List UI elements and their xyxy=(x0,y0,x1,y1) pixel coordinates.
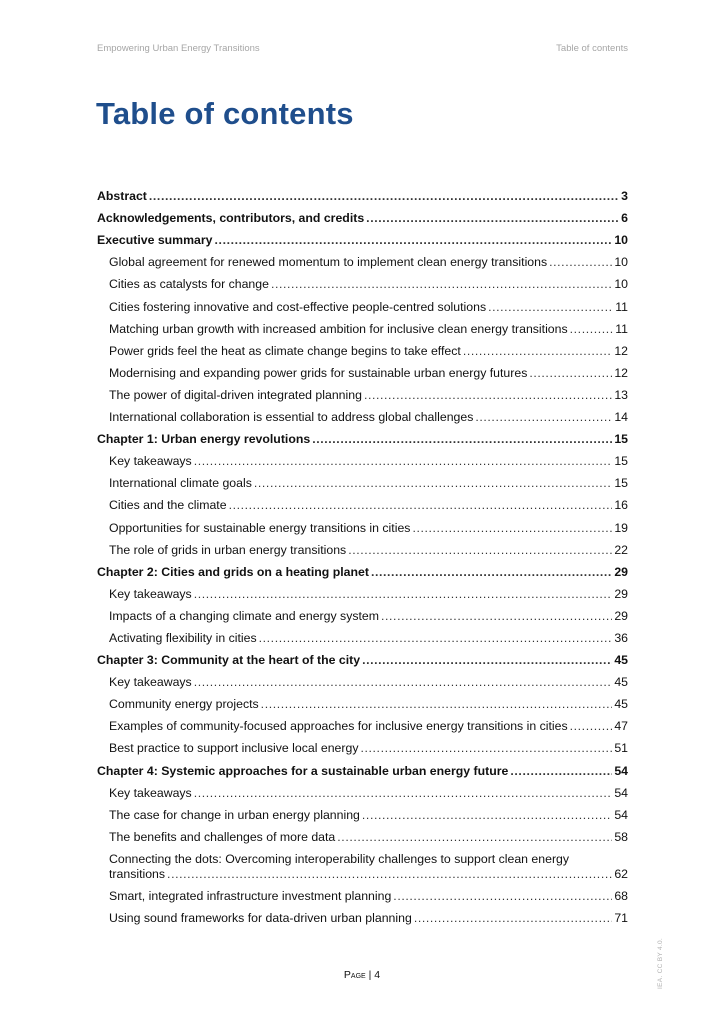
toc-dot-leader xyxy=(229,498,613,513)
toc-entry-label: Opportunities for sustainable energy transitions in cities xyxy=(109,520,411,535)
toc-dot-leader xyxy=(259,631,613,646)
toc-dot-leader xyxy=(348,543,612,558)
toc-dot-leader xyxy=(412,521,612,536)
toc-section-entry[interactable] xyxy=(97,315,628,337)
toc-section-entry[interactable] xyxy=(97,602,628,624)
toc-entry-label: Executive summary xyxy=(97,233,213,248)
toc-entry-label: Chapter 1: Urban energy revolutions xyxy=(97,432,311,447)
toc-section-entry[interactable] xyxy=(97,690,628,712)
toc-entry-page: 10 xyxy=(614,233,628,248)
toc-entry-page: 12 xyxy=(614,365,628,380)
toc-dot-leader xyxy=(194,454,613,469)
toc-entry-label: Examples of community-focused approaches for inclusive energy transitions in cities xyxy=(109,719,568,734)
toc-section-entry[interactable] xyxy=(97,359,628,381)
toc-dot-leader xyxy=(254,476,612,491)
toc-dot-leader xyxy=(570,719,613,734)
header-document-title: Empowering Urban Energy Transitions xyxy=(97,43,260,54)
toc-section-entry[interactable] xyxy=(97,270,628,292)
toc-dot-leader xyxy=(529,366,612,381)
toc-dot-leader xyxy=(261,697,613,712)
toc-chapter-entry[interactable] xyxy=(97,226,628,248)
toc-dot-leader xyxy=(393,889,612,904)
toc-dot-leader xyxy=(215,233,613,248)
toc-section-entry[interactable] xyxy=(97,882,628,904)
toc-chapter-entry[interactable] xyxy=(97,646,628,668)
toc-entry-page: 54 xyxy=(614,785,628,800)
toc-section-entry[interactable] xyxy=(97,801,628,823)
toc-dot-leader xyxy=(364,388,612,403)
license-note: IEA. CC BY 4.0. xyxy=(657,938,664,989)
toc-entry-label: Impacts of a changing climate and energy system xyxy=(109,608,379,623)
table-of-contents xyxy=(97,182,628,926)
toc-dot-leader xyxy=(463,344,613,359)
toc-dot-leader xyxy=(414,911,613,926)
toc-entry-page: 10 xyxy=(614,277,628,292)
toc-entry-label: Community energy projects xyxy=(109,697,259,712)
header-section-title: Table of contents xyxy=(556,43,628,54)
toc-entry-page: 11 xyxy=(615,321,628,336)
toc-entry-label: Key takeaways xyxy=(109,675,192,690)
toc-entry-label: International climate goals xyxy=(109,476,252,491)
toc-entry-label: Cities as catalysts for change xyxy=(109,277,269,292)
toc-entry-page: 54 xyxy=(614,807,628,822)
toc-dot-leader xyxy=(337,830,612,845)
toc-entry-label: Abstract xyxy=(97,189,147,204)
toc-entry-label: Acknowledgements, contributors, and credits xyxy=(97,211,365,226)
footer-page-number: 4 xyxy=(374,969,381,981)
toc-dot-leader xyxy=(362,653,612,668)
toc-section-entry[interactable] xyxy=(97,823,628,845)
toc-dot-leader xyxy=(194,587,613,602)
toc-entry-label: Best practice to support inclusive local energy xyxy=(109,741,359,756)
toc-entry-label: The benefits and challenges of more data xyxy=(109,829,336,844)
toc-entry-label: Matching urban growth with increased ambition for inclusive clean energy transitions xyxy=(109,321,568,336)
toc-entry-label: International collaboration is essential to address global challenges xyxy=(109,410,474,425)
toc-entry-page: 19 xyxy=(614,520,628,535)
toc-dot-leader xyxy=(570,322,614,337)
toc-entry-page: 15 xyxy=(614,476,628,491)
toc-entry-label: The power of digital-driven integrated planning xyxy=(109,387,362,402)
toc-entry-page: 45 xyxy=(614,697,628,712)
toc-section-entry[interactable] xyxy=(97,536,628,558)
toc-entry-page: 14 xyxy=(614,410,628,425)
toc-entry-page: 29 xyxy=(614,586,628,601)
toc-entry-page: 62 xyxy=(614,866,628,881)
toc-dot-leader xyxy=(194,675,613,690)
toc-section-entry[interactable] xyxy=(97,248,628,270)
toc-section-entry[interactable] xyxy=(97,668,628,690)
toc-entry-label: Key takeaways xyxy=(109,586,192,601)
toc-entry-page: 6 xyxy=(621,211,628,226)
toc-entry-page: 22 xyxy=(614,542,628,557)
toc-dot-leader xyxy=(362,808,612,823)
toc-entry-label-continued: transitions xyxy=(109,866,166,881)
toc-entry-page: 45 xyxy=(614,653,628,668)
toc-entry-page: 29 xyxy=(614,564,628,579)
toc-dot-leader xyxy=(271,277,612,292)
toc-entry-page: 54 xyxy=(614,763,628,778)
toc-entry-page: 36 xyxy=(614,630,628,645)
toc-entry-label: Power grids feel the heat as climate change begins to take effect xyxy=(109,343,461,358)
toc-section-entry[interactable] xyxy=(97,491,628,513)
footer-page-word: Page xyxy=(343,969,366,981)
toc-section-entry[interactable] xyxy=(97,469,628,491)
toc-entry-page: 3 xyxy=(621,189,628,204)
toc-chapter-entry[interactable] xyxy=(97,204,628,226)
toc-dot-leader xyxy=(475,410,612,425)
toc-entry-label: Chapter 4: Systemic approaches for a sustainable urban energy future xyxy=(97,763,509,778)
toc-entry-label: Chapter 2: Cities and grids on a heating planet xyxy=(97,564,369,579)
toc-entry-label: The case for change in urban energy planning xyxy=(109,807,360,822)
toc-entry-label: Cities and the climate xyxy=(109,498,227,513)
toc-dot-leader xyxy=(149,189,619,204)
toc-entry-page: 11 xyxy=(615,299,628,314)
toc-entry-label: Using sound frameworks for data-driven urban planning xyxy=(109,911,412,925)
toc-dot-leader xyxy=(381,609,612,624)
toc-entry-label: The role of grids in urban energy transitions xyxy=(109,542,347,557)
toc-section-entry[interactable] xyxy=(97,712,628,734)
toc-entry-page: 16 xyxy=(614,498,628,513)
toc-entry-page: 29 xyxy=(614,608,628,623)
toc-dot-leader xyxy=(371,565,612,580)
toc-dot-leader xyxy=(312,432,612,447)
toc-entry-label: Connecting the dots: Overcoming interoperability challenges to support clean energy xyxy=(109,851,570,866)
toc-dot-leader xyxy=(488,300,613,315)
toc-section-entry[interactable] xyxy=(97,734,628,756)
toc-entry-label: Global agreement for renewed momentum to implement clean energy transitions xyxy=(109,255,548,270)
toc-chapter-entry[interactable] xyxy=(97,182,628,204)
toc-entry-page: 12 xyxy=(614,343,628,358)
toc-dot-leader xyxy=(167,867,612,882)
toc-section-entry[interactable] xyxy=(97,337,628,359)
toc-dot-leader xyxy=(194,786,613,801)
toc-entry-page: 45 xyxy=(614,675,628,690)
toc-chapter-entry[interactable] xyxy=(97,558,628,580)
toc-dot-leader xyxy=(366,211,619,226)
toc-entry-label: Cities fostering innovative and cost-effective people-centred solutions xyxy=(109,299,487,314)
toc-dot-leader xyxy=(510,764,612,779)
toc-entry-label: Key takeaways xyxy=(109,454,192,469)
toc-entry-page: 71 xyxy=(614,911,628,925)
toc-dot-leader xyxy=(360,741,612,756)
toc-section-entry[interactable] xyxy=(97,292,628,314)
toc-chapter-entry[interactable] xyxy=(97,425,628,447)
toc-entry-page: 15 xyxy=(614,454,628,469)
toc-entry-page: 15 xyxy=(614,432,628,447)
toc-entry-page: 13 xyxy=(614,387,628,402)
toc-section-entry[interactable] xyxy=(97,381,628,403)
toc-entry-label: Key takeaways xyxy=(109,785,192,800)
toc-section-entry[interactable] xyxy=(97,845,628,882)
toc-dot-leader xyxy=(549,255,612,270)
page-title: Table of contents xyxy=(96,96,354,131)
toc-section-entry[interactable] xyxy=(97,624,628,646)
toc-chapter-entry[interactable] xyxy=(97,756,628,778)
footer-separator: | xyxy=(365,969,375,981)
toc-section-entry[interactable] xyxy=(97,513,628,535)
toc-section-entry[interactable] xyxy=(97,403,628,425)
toc-section-entry[interactable] xyxy=(97,447,628,469)
toc-section-entry[interactable] xyxy=(97,904,628,926)
toc-section-entry[interactable] xyxy=(97,580,628,602)
page-footer xyxy=(0,969,724,981)
toc-entry-page: 10 xyxy=(614,255,628,270)
toc-entry-label: Activating flexibility in cities xyxy=(109,630,257,645)
toc-entry-page: 47 xyxy=(614,719,628,734)
toc-entry-page: 58 xyxy=(614,829,628,844)
toc-section-entry[interactable] xyxy=(97,779,628,801)
toc-entry-page: 51 xyxy=(614,741,628,756)
toc-entry-label: Chapter 3: Community at the heart of the city xyxy=(97,653,361,668)
toc-entry-label: Modernising and expanding power grids for sustainable urban energy futures xyxy=(109,365,528,380)
toc-entry-label: Smart, integrated infrastructure investment planning xyxy=(109,888,392,903)
running-header xyxy=(97,43,628,54)
toc-entry-page: 68 xyxy=(614,888,628,903)
